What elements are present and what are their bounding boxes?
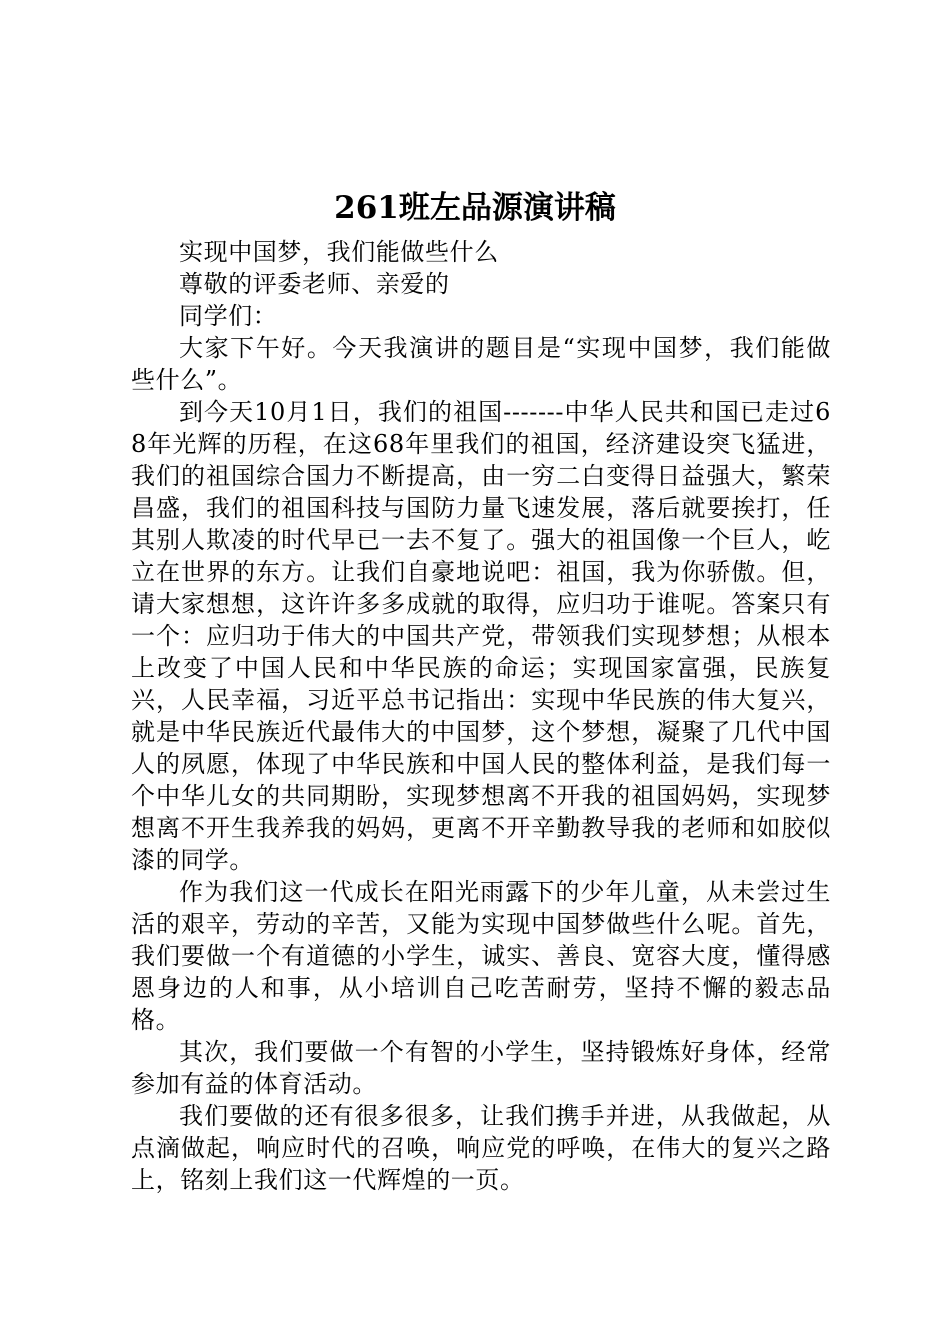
speech-topic-line: 实现中国梦，我们能做些什么	[179, 238, 499, 266]
paragraph-second: 其次，我们要做一个有智的小学生，坚持锻炼好身体，经常参加有益的体育活动。	[131, 1038, 831, 1098]
paragraph-closing: 我们要做的还有很多很多，让我们携手并进，从我做起，从点滴做起，响应时代的召唤，响应党的呼唤，在伟大的复兴之路上，铭刻上我们这一代辉煌的一页。	[131, 1102, 831, 1194]
paragraph-intro: 大家下午好。今天我演讲的题目是“实现中国梦，我们能做些什么”。	[131, 334, 831, 394]
greeting-line-2: 同学们：	[179, 302, 278, 330]
document-title: 261班左品源演讲稿	[334, 190, 616, 226]
greeting-line-1: 尊敬的评委老师、亲爱的	[179, 270, 450, 298]
document-body	[131, 236, 831, 1196]
paragraph-motherland: 到今天10月1日，我们的祖国-------中华人民共和国已走过68年光辉的历程，在这68年里我们的祖国，经济建设突飞猛进，我们的祖国综合国力不断提高，由一穷二白变得日益强大，繁荣昌盛，我们的祖国科技与国防力量飞速发展，落后就要挨打，任其别人欺凌的时代早已一去不复了。强大的祖国像一个巨人，屹立在世界的东方。让我们自豪地说吧：祖国，我为你骄傲。但，请大家想想，这许许多多成就的取得，应归功于谁呢。答案只有一个：应归功于伟大的中国共产党，带领我们实现梦想；从根本上改变了中国人民和中华民族的命运；实现国家富强，民族复兴，人民幸福，习近平总书记指出：实现中华民族的伟大复兴，就是中华民族近代最伟大的中国梦，这个梦想，凝聚了几代中国人的夙愿，体现了中华民族和中国人民的整体利益，是我们每一个中华儿女的共同期盼，实现梦想离不开我的祖国妈妈，实现梦想离不开生我养我的妈妈，更离不开辛勤教导我的老师和如胶似漆的同学。	[131, 398, 831, 874]
paragraph-first: 作为我们这一代成长在阳光雨露下的少年儿童，从未尝过生活的艰辛，劳动的辛苦，又能为实现中国梦做些什么呢。首先，我们要做一个有道德的小学生，诚实、善良、宽容大度，懂得感恩身边的人和事，从小培训自己吃苦耐劳，坚持不懈的毅志品格。	[131, 878, 831, 1034]
